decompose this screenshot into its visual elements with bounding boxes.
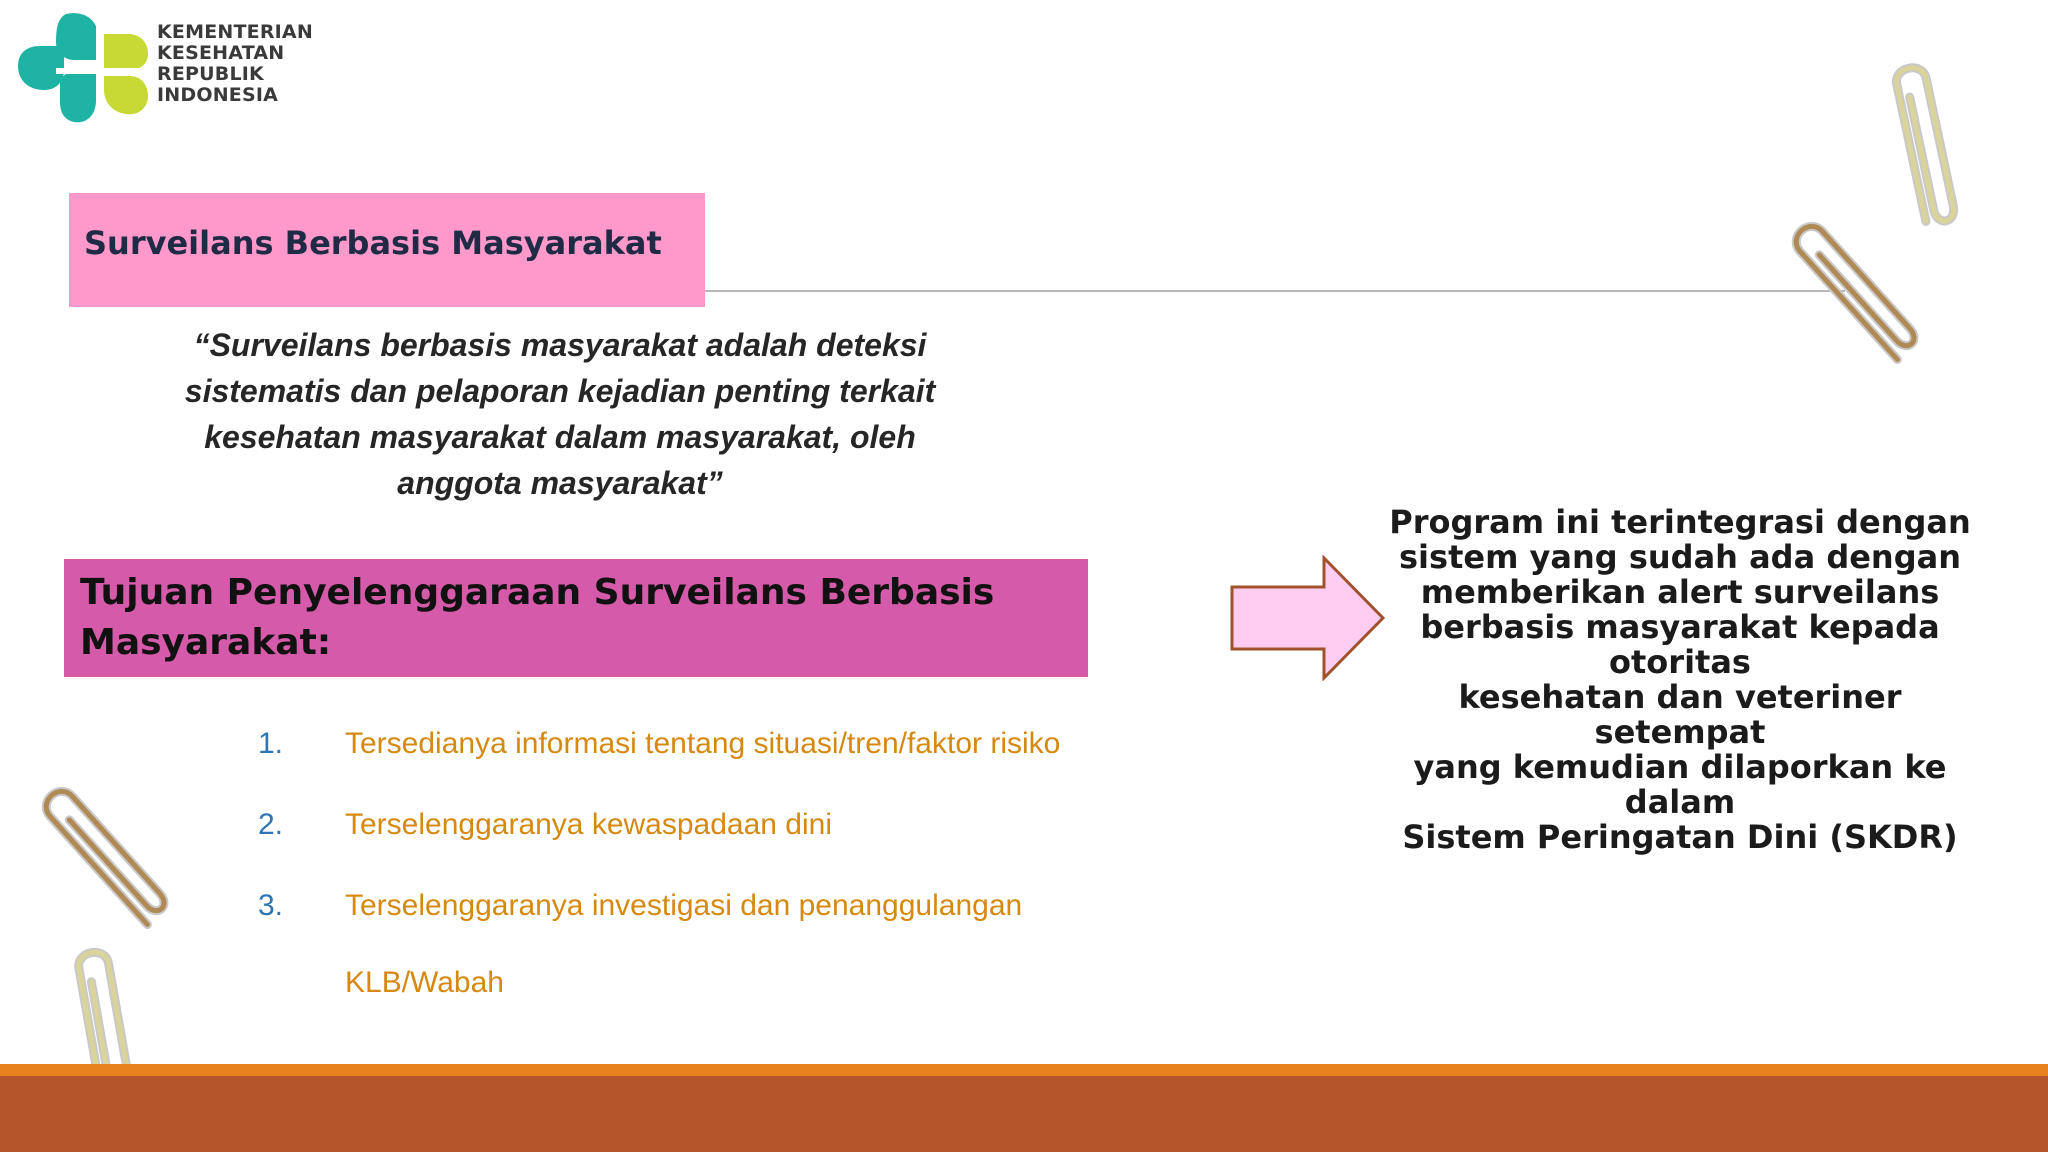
program-line: sistem yang sudah ada dengan — [1399, 538, 1961, 576]
definition-quote — [120, 322, 1000, 506]
list-item-text: Tersedianya informasi tentang situasi/tren/faktor risiko — [345, 727, 1061, 760]
program-line: yang kemudian dilaporkan ke dalam — [1413, 748, 1947, 821]
objectives-title — [80, 568, 1070, 668]
divider-line — [705, 290, 1845, 292]
list-item-number: 1. — [258, 727, 284, 760]
program-line: kesehatan dan veteriner setempat — [1458, 678, 1902, 751]
logo-line: REPUBLIK — [157, 63, 264, 85]
list-item-number: 2. — [258, 808, 284, 841]
list-item-number: 3. — [258, 889, 284, 922]
logo-line: KESEHATAN — [157, 42, 285, 64]
logo-wordmark — [157, 22, 313, 106]
program-line: memberikan alert surveilans — [1420, 573, 1940, 611]
quote-line: sistematis dan pelaporan kejadian penting terkait — [184, 373, 936, 409]
footer-accent-bar — [0, 1064, 2048, 1076]
right-arrow-icon — [1228, 555, 1388, 681]
program-description — [1380, 505, 1980, 855]
objectives-title-line: Masyarakat: — [80, 622, 332, 663]
list-item-text: Terselenggaranya investigasi dan penanggulangan — [345, 889, 1023, 922]
program-line: Sistem Peringatan Dini (SKDR) — [1402, 818, 1958, 856]
quote-line: “Surveilans berbasis masyarakat adalah deteksi — [193, 327, 927, 363]
program-line: Program ini terintegrasi dengan — [1389, 503, 1971, 541]
program-line: berbasis masyarakat kepada otoritas — [1420, 608, 1940, 681]
paperclip-icon — [20, 765, 190, 945]
quote-line: anggota masyarakat” — [397, 465, 723, 501]
list-item-text-continued: KLB/Wabah — [345, 966, 504, 999]
footer-bar — [0, 1076, 2048, 1152]
objectives-title-line: Tujuan Penyelenggaraan Surveilans Berbasis — [80, 572, 995, 613]
logo-line: KEMENTERIAN — [157, 21, 313, 43]
logo-line: INDONESIA — [157, 84, 279, 106]
section-title: Surveilans Berbasis Masyarakat — [84, 224, 662, 262]
quote-line: kesehatan masyarakat dalam masyarakat, oleh — [204, 419, 916, 455]
paperclip-icon — [1770, 200, 1940, 380]
list-item-text: Terselenggaranya kewaspadaan dini — [345, 808, 833, 841]
